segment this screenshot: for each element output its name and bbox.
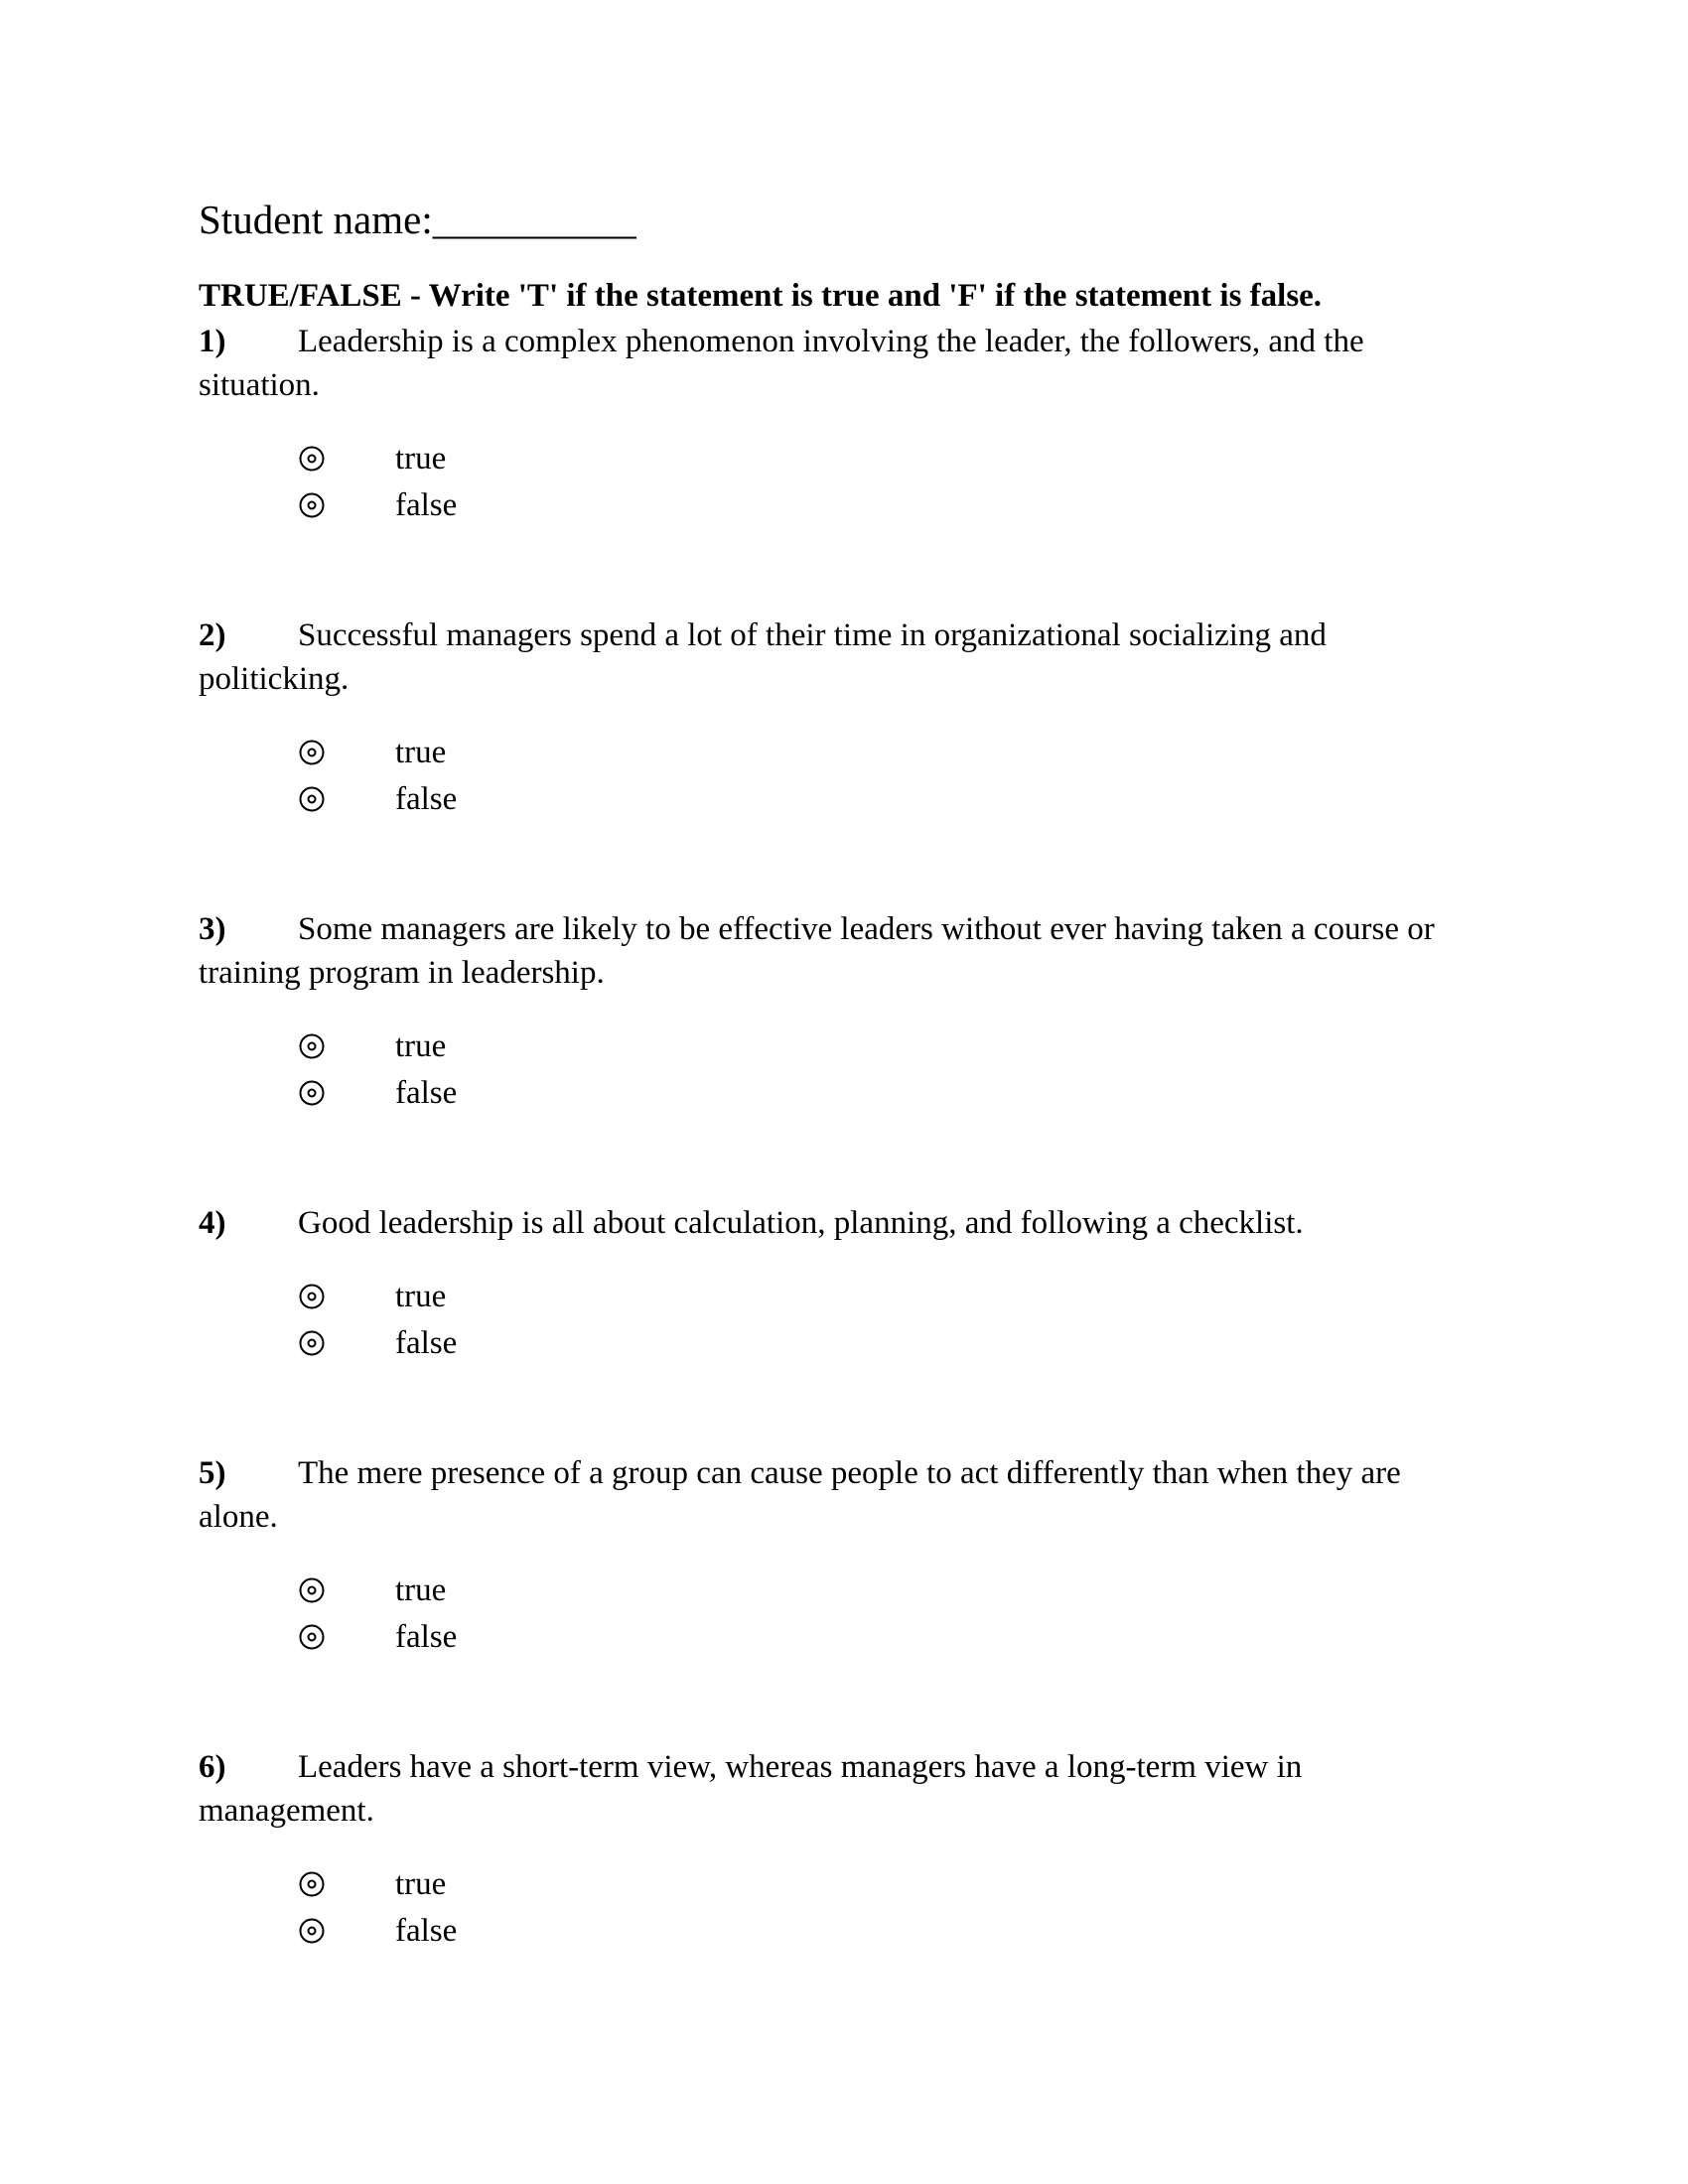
option-label: false bbox=[395, 486, 458, 523]
question-text-container bbox=[199, 907, 1479, 995]
radio-button-icon[interactable] bbox=[298, 1329, 326, 1357]
answer-options bbox=[199, 1567, 1479, 1660]
question-1 bbox=[199, 320, 1479, 528]
option-false[interactable] bbox=[298, 775, 1479, 822]
option-false[interactable] bbox=[298, 1907, 1479, 1954]
question-6 bbox=[199, 1745, 1479, 1954]
question-number: 4) bbox=[199, 1205, 226, 1241]
question-text-container bbox=[199, 1451, 1479, 1539]
option-false[interactable] bbox=[298, 1069, 1479, 1116]
option-label: true bbox=[395, 734, 447, 770]
question-5 bbox=[199, 1451, 1479, 1660]
question-text: Leadership is a complex phenomenon involving the leader, the followers, and the situation. bbox=[199, 324, 1364, 403]
option-true[interactable] bbox=[298, 729, 1479, 775]
radio-button-icon[interactable] bbox=[298, 1079, 326, 1107]
student-name-label: Student name:__________ bbox=[199, 197, 636, 242]
option-label: false bbox=[395, 780, 458, 817]
option-label: true bbox=[395, 440, 447, 477]
option-true[interactable] bbox=[298, 435, 1479, 481]
radio-button-icon[interactable] bbox=[298, 1623, 326, 1651]
option-label: true bbox=[395, 1278, 447, 1314]
option-label: true bbox=[395, 1027, 447, 1064]
question-4 bbox=[199, 1201, 1479, 1366]
radio-button-icon[interactable] bbox=[298, 1283, 326, 1310]
option-false[interactable] bbox=[298, 481, 1479, 528]
radio-button-icon[interactable] bbox=[298, 1917, 326, 1945]
radio-button-icon[interactable] bbox=[298, 1870, 326, 1898]
question-3 bbox=[199, 907, 1479, 1116]
question-number: 1) bbox=[199, 324, 226, 359]
question-text-container bbox=[199, 320, 1479, 407]
option-label: false bbox=[395, 1912, 458, 1949]
question-text: Some managers are likely to be effective leaders without ever having taken a course or training program in leadership. bbox=[199, 911, 1435, 991]
question-number: 6) bbox=[199, 1749, 226, 1785]
radio-button-icon[interactable] bbox=[298, 785, 326, 813]
radio-button-icon[interactable] bbox=[298, 491, 326, 519]
question-text: Good leadership is all about calculation, planning, and following a checklist. bbox=[298, 1205, 1304, 1241]
option-label: false bbox=[395, 1324, 458, 1361]
answer-options bbox=[199, 1023, 1479, 1116]
option-true[interactable] bbox=[298, 1023, 1479, 1069]
radio-button-icon[interactable] bbox=[298, 739, 326, 766]
radio-button-icon[interactable] bbox=[298, 1576, 326, 1604]
option-true[interactable] bbox=[298, 1273, 1479, 1319]
question-text-container bbox=[199, 1201, 1479, 1245]
option-label: false bbox=[395, 1618, 458, 1655]
question-text: Successful managers spend a lot of their time in organizational socializing and politicking. bbox=[199, 617, 1327, 697]
answer-options bbox=[199, 435, 1479, 528]
answer-options bbox=[199, 1273, 1479, 1366]
question-text-container bbox=[199, 614, 1479, 701]
question-text-container bbox=[199, 1745, 1479, 1833]
option-false[interactable] bbox=[298, 1319, 1479, 1366]
question-text: The mere presence of a group can cause people to act differently than when they are alone. bbox=[199, 1455, 1401, 1535]
question-number: 3) bbox=[199, 911, 226, 947]
option-true[interactable] bbox=[298, 1567, 1479, 1613]
question-2 bbox=[199, 614, 1479, 822]
radio-button-icon[interactable] bbox=[298, 1032, 326, 1060]
instructions-heading: TRUE/FALSE - Write 'T' if the statement is true and 'F' if the statement is false. bbox=[199, 278, 1323, 314]
option-true[interactable] bbox=[298, 1860, 1479, 1907]
option-label: true bbox=[395, 1571, 447, 1608]
answer-options bbox=[199, 1860, 1479, 1954]
radio-button-icon[interactable] bbox=[298, 445, 326, 473]
question-number: 2) bbox=[199, 617, 226, 653]
answer-options bbox=[199, 729, 1479, 822]
question-number: 5) bbox=[199, 1455, 226, 1491]
question-text: Leaders have a short-term view, whereas managers have a long-term view in management. bbox=[199, 1749, 1303, 1829]
option-label: false bbox=[395, 1074, 458, 1111]
option-label: true bbox=[395, 1865, 447, 1902]
option-false[interactable] bbox=[298, 1613, 1479, 1660]
